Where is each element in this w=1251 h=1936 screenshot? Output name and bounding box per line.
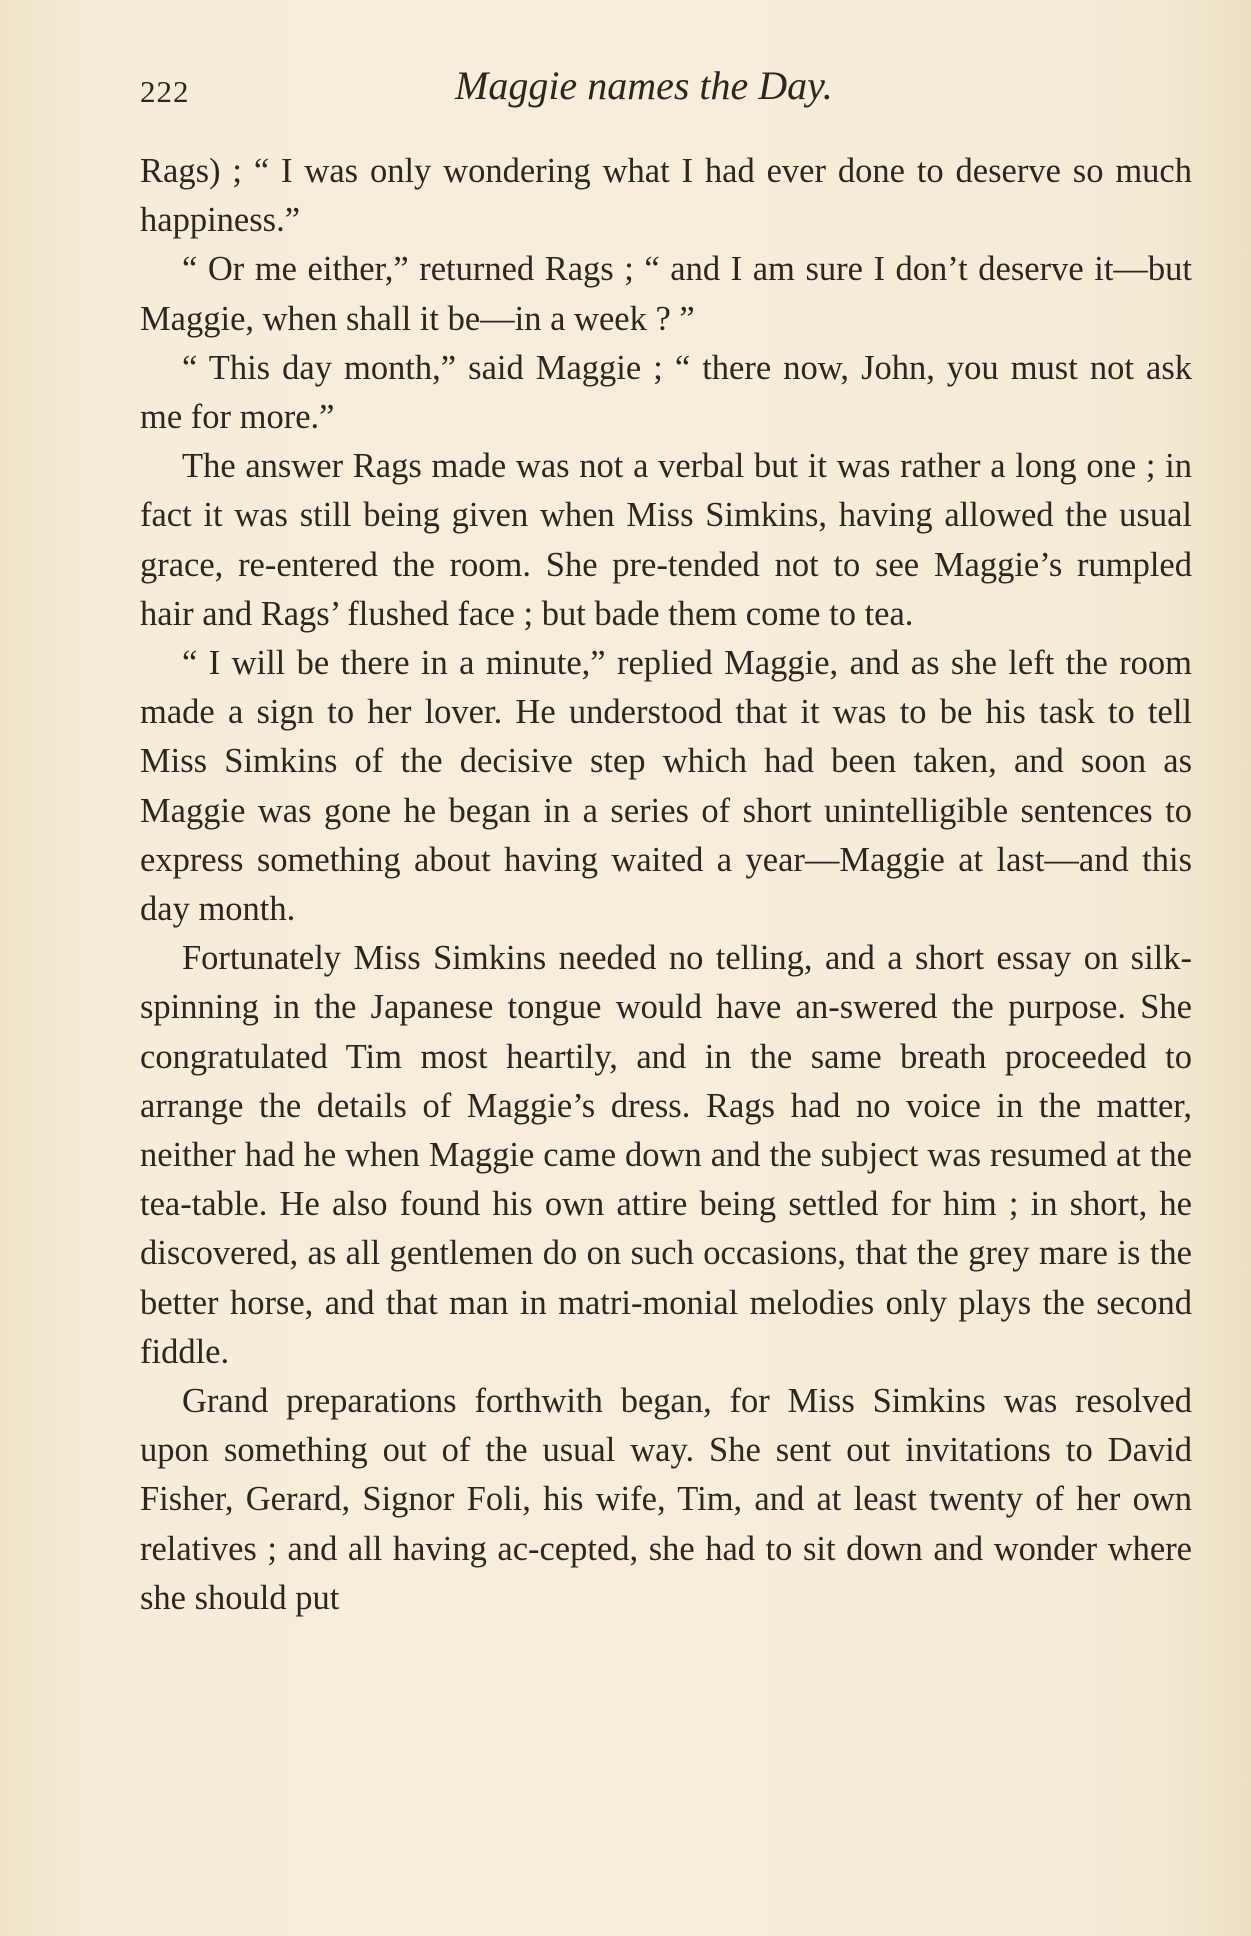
paragraph: “ This day month,” said Maggie ; “ there now, John, you must not ask me for more.” (140, 348, 1192, 437)
paragraph: Rags) ; “ I was only wondering what I had ever done to deserve so much happiness.” (140, 152, 1192, 240)
paragraph: Grand preparations forthwith began, for Miss Simkins was resolved upon something out of the usual way. She sent out invitations to David Fisher, Gerard, Signor Foli, his wife, Tim, and at least twenty of her own relatives ; and all having ac-cepted, she had to sit down and wonder where she should put (140, 1382, 1192, 1617)
paragraph: The answer Rags made was not a verbal but it was rather a long one ; in fact it was still being given when Miss Simkins, having allowed the usual grace, re-entered the room. She pre-tended not to see Maggie’s rumpled hair and Rags’ flushed face ; but bade them come to tea. (140, 447, 1192, 633)
running-title: Maggie names the Day. (455, 63, 833, 108)
page-number: 222 (140, 74, 190, 109)
paragraph: Fortunately Miss Simkins needed no telling, and a short essay on silk-spinning in the Japanese tongue would have an-swered the purpose. She congratulated Tim most heartily, and in the same breath proceeded to arrange the details of Maggie’s dress. Rags had no voice in the matter, neither had he when Maggie came down and the subject was resumed at the tea-table. He also found his own attire being settled for him ; in short, he discovered, as all gentlemen do on such occasions, that the grey mare is the better horse, and that man in matri-monial melodies only plays the second fiddle. (140, 939, 1192, 1371)
paragraph: “ I will be there in a minute,” replied Maggie, and as she left the room made a sign to her lover. He understood that it was to be his task to tell Miss Simkins of the decisive step which had been taken, and soon as Maggie was gone he began in a series of short unintelligible sentences to express something about having waited a year—Maggie at last—and this day month. (140, 644, 1192, 929)
paragraph: “ Or me either,” returned Rags ; “ and I am sure I don’t deserve it—but Maggie, when shall it be—in a week ? ” (140, 250, 1192, 338)
body-text (140, 147, 1192, 1623)
page-header (140, 62, 1190, 122)
